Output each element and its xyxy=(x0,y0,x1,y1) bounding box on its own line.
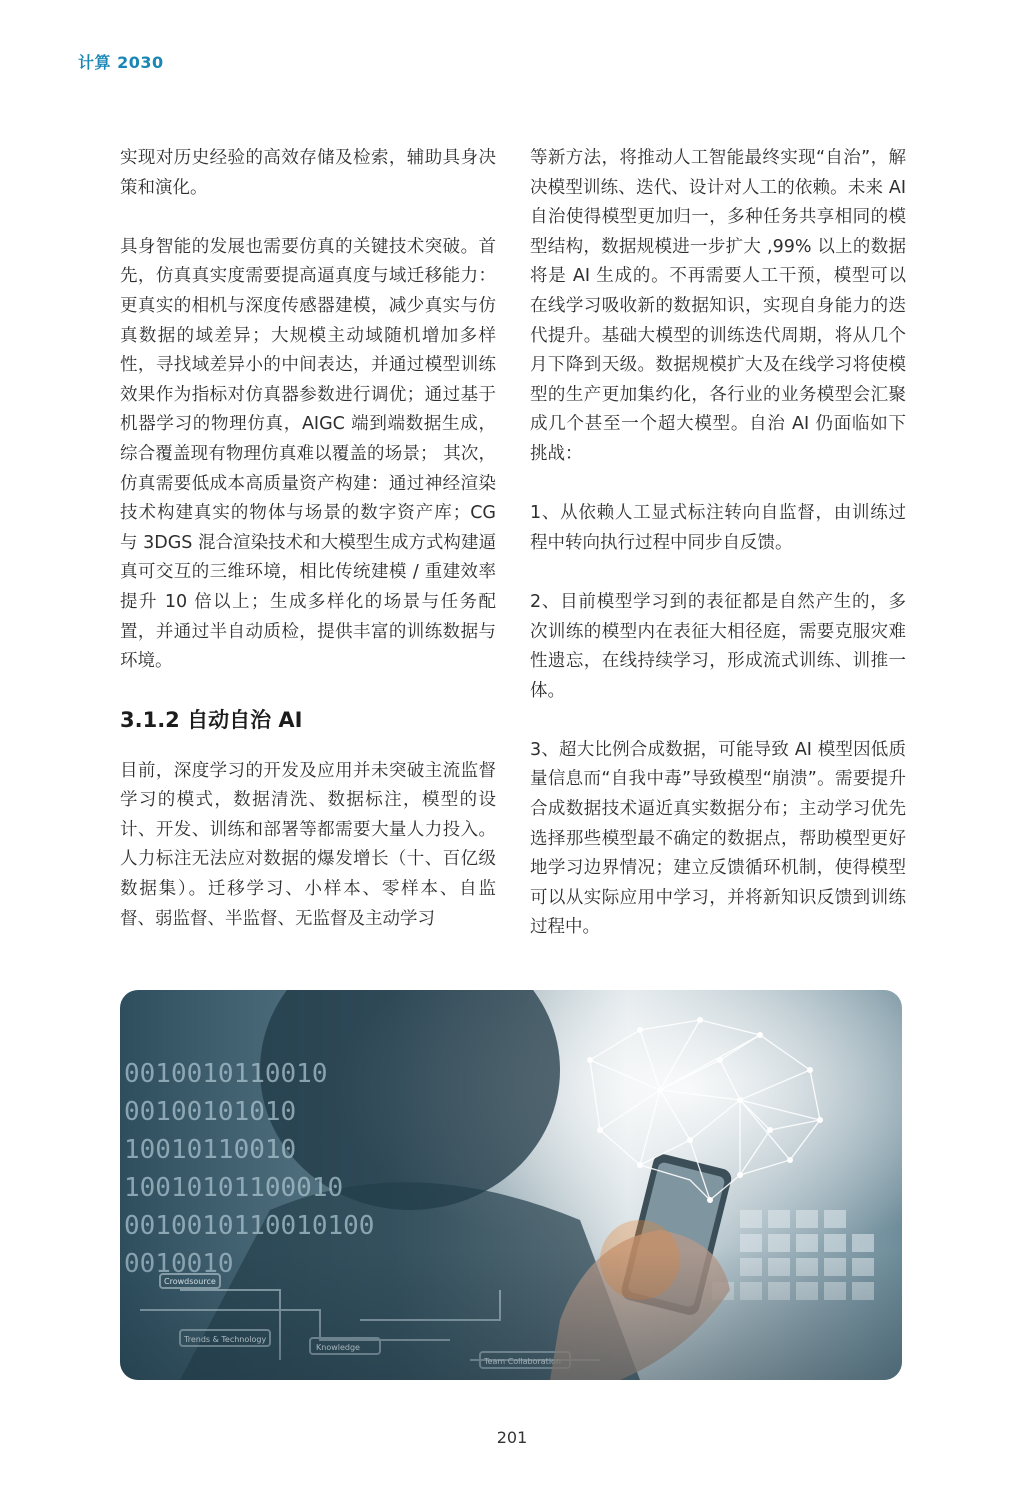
binary-line: 0010010110010 xyxy=(124,1059,328,1089)
ai-brain-illustration xyxy=(120,990,902,1380)
paragraph: 实现对历史经验的高效存储及检索，辅助具身决策和演化。 xyxy=(120,148,496,198)
left-column xyxy=(120,144,496,934)
page-number: 201 xyxy=(496,1428,528,1447)
right-column xyxy=(530,144,906,943)
paragraph: 具身智能的发展也需要仿真的关键技术突破。首先，仿真真实度需要提高逼真度与域迁移能力：更真实的相机与深度传感器建模，减少真实与仿真数据的域差异；大规模主动域随机增加多样性，寻找域差异小的中间表达，并通过模型训练效果作为指标对仿真器参数进行调优；通过基于机器学习的物理仿真，AIGC 端到端数据生成，综合覆盖现有物理仿真难以覆盖的场景； 其次，仿真需要低成本高质量资产构建：通过神经渲染技术构建真实的物体与场景的数字资产库；CG 与 3DGS 混合渲染技术和大模型生成方式构建逼真可交互的三维环境，相比传统建模 / 重建效率提升 10 倍以上；生成多样化的场景与任务配置，并通过半自动质检，提供丰富的训练数据与环境。 xyxy=(120,236,496,672)
list-item: 2、目前模型学习到的表征都是自然产生的，多次训练的模型内在表征大相径庭，需要克服灾难性遗忘，在线持续学习，形成流式训练、训推一体。 xyxy=(530,591,906,701)
running-title: 计算 2030 xyxy=(78,53,164,72)
binary-line: 10010110010 xyxy=(124,1135,297,1165)
section-heading: 3.1.2 自动自治 AI xyxy=(120,707,303,732)
paragraph: 等新方法，将推动人工智能最终实现“自治”，解决模型训练、迭代、设计对人工的依赖。未来 AI 自治使得模型更加归一，多种任务共享相同的模型结构，数据规模进一步扩大 ,99% 以上的数据将是 AI 生成的。不再需要人工干预，模型可以在线学习吸收新的数据知识，实现自身能力的迭代提升。基础大模型的训练迭代周期，将从几个月下降到天级。数据规模扩大及在线学习将使模型的生产更加集约化，各行业的业务模型会汇聚成几个甚至一个超大模型。自治 AI 仍面临如下挑战： xyxy=(530,148,906,464)
list-item: 3、超大比例合成数据，可能导致 AI 模型因低质量信息而“自我中毒”导致模型“崩溃”。需要提升合成数据技术逼近真实数据分布；主动学习优先选择那些模型最不确定的数据点，帮助模型更好地学习边界情况；建立反馈循环机制，使得模型可以从实际应用中学习，并将新知识反馈到训练过程中。 xyxy=(530,739,906,938)
paragraph: 目前，深度学习的开发及应用并未突破主流监督学习的模式，数据清洗、数据标注，模型的设计、开发、训练和部署等都需要大量人力投入。人力标注无法应对数据的爆发增长（十、百亿级数据集）。迁移学习、小样本、零样本、自监督、弱监督、半监督、无监督及主动学习 xyxy=(120,760,496,929)
binary-line: 0010010110010100 xyxy=(124,1211,375,1241)
list-item: 1、从依赖人工显式标注转向自监督，由训练过程中转向执行过程中同步自反馈。 xyxy=(530,503,906,553)
binary-line: 10010101100010 xyxy=(124,1173,344,1203)
binary-line: 00100101010 xyxy=(124,1097,297,1127)
